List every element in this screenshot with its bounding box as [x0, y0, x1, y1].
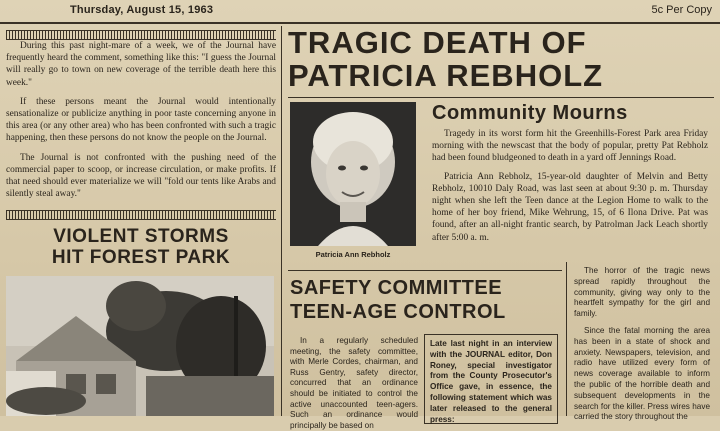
- safety-headline-line2: TEEN-AGE CONTROL: [290, 301, 506, 323]
- storms-headline: [6, 226, 276, 268]
- safety-headline: [290, 276, 560, 324]
- safety-top-rule: [288, 270, 562, 271]
- community-mourns-subhead: Community Mourns: [432, 102, 628, 124]
- main-story-body: [432, 128, 708, 250]
- editorial-paragraph: If these persons meant the Journal would intentionally sensationalize or publicize anything in poor taste concerning anyone in this area (or any other area) who has been confronted with such a tragic happening, then these persons do not know the people on the Journal.: [6, 96, 276, 144]
- editorial-top-rule: [6, 30, 276, 40]
- storms-headline-line2: HIT FOREST PARK: [51, 247, 231, 268]
- portrait-image: [290, 102, 416, 246]
- story-paragraph: Tragedy in its worst form hit the Greenhills-Forest Park area Friday morning with the newscast that the body of popular, pretty Pat Rebholz had been found bludgeoned to death in a yard off Jennings Road.: [432, 129, 708, 164]
- side-column-divider: [566, 262, 567, 416]
- storms-headline-line1: VIOLENT STORMS: [53, 226, 229, 247]
- editorial-column: [6, 40, 276, 207]
- storm-photo-image: [6, 276, 274, 416]
- column-divider: [281, 26, 282, 416]
- issue-price: 5c Per Copy: [651, 4, 712, 16]
- side-paragraph: The horror of the tragic news spread rapidly throughout the community, giving way only to the heartfelt sympathy for the girl and family.: [574, 266, 710, 319]
- safety-paragraph: In a regularly scheduled meeting, the safety committee, with Merle Cordes, chairman, and Russ Gentry, safety director, concurred that an ordinance should be initiated to control the active unaccounted teen-agers. Such an ordinance would principally be based on: [290, 336, 418, 430]
- masthead: [0, 0, 720, 24]
- side-paragraph: Since the fatal morning the area has been in a state of shock and anxiety. Newspapers, television, and radio have utilized every form of news coverage available to inform the public of the horrible death and subsequent developments in the search for the killer. Press wires have carried the story throughout the: [574, 325, 710, 422]
- headline-rule: [288, 97, 714, 98]
- portrait-caption: Patricia Ann Rebholz: [315, 250, 391, 259]
- issue-date: Thursday, August 15, 1963: [70, 4, 214, 16]
- prosecutor-statement-box: Late last night in an interview with the JOURNAL editor, Don Roney, special investigator from the County Prosecutor's Office gave, in essence, the following statement which was later released to the general press:: [424, 334, 558, 424]
- safety-headline-line1: SAFETY COMMITTEE: [290, 277, 503, 299]
- editorial-paragraph: During this past night-mare of a week, we of the Journal have frequently heard the comment, something like this: "I guess the Journal will really go to town on new coverage of the terrible death here this week.": [6, 41, 276, 88]
- storm-damage-photo: [6, 276, 274, 416]
- safety-story-body: [290, 336, 418, 431]
- main-headline-line1: TRAGIC DEATH OF: [288, 25, 587, 60]
- main-headline-line2: PATRICIA REBHOLZ: [288, 58, 604, 93]
- editorial-bottom-rule: [6, 210, 276, 220]
- story-continuation-column: [574, 266, 710, 429]
- portrait-photo: [290, 102, 416, 246]
- editorial-paragraph: The Journal is not confronted with the pushing need of the commercial paper to scoop, or increase circulation, or make profits. If that need should ever materialize we will "fold our tents like Arabs and silently steal away.": [6, 152, 276, 200]
- story-paragraph: Patricia Ann Rebholz, 15-year-old daughter of Melvin and Betty Rebholz, 10010 Daly Road, was last seen at about 9:30 p. m. Thursday night when she left the Teen dance at the Legion Home to walk to the home of her boy friend, Mike Wehrung, 15, of 6 Ilona Drive. Pat was found, after an all-night frantic search, by Patrolman Jack Leach shortly after 5:00 a. m.: [432, 171, 708, 243]
- main-headline: [288, 26, 716, 92]
